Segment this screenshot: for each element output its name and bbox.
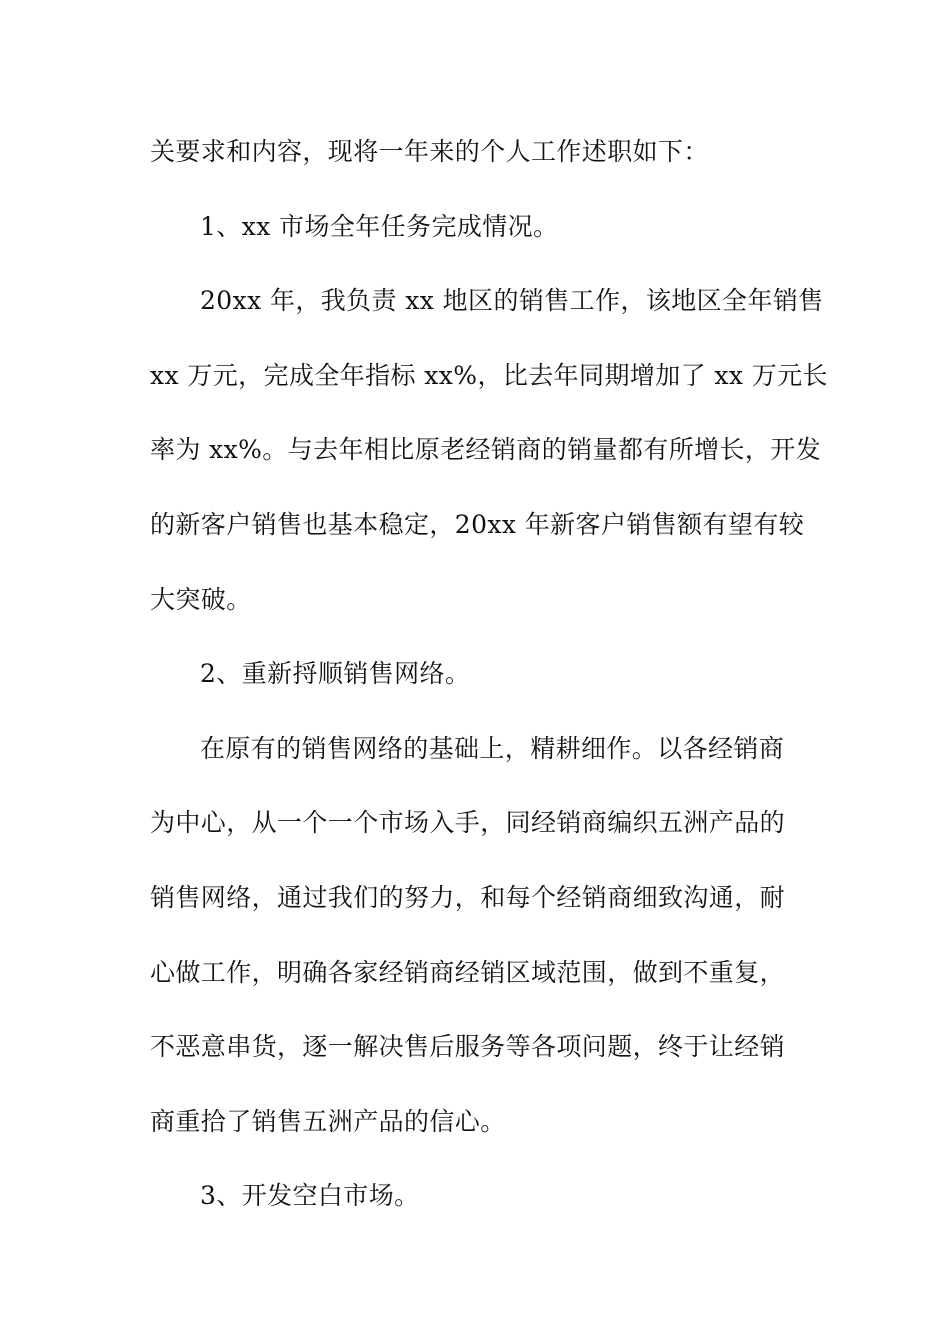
paragraph-line: 关要求和内容，现将一年来的个人工作述职如下： <box>150 137 709 166</box>
section-heading-3: 3、开发空白市场。 <box>200 1181 420 1211</box>
paragraph-line: 不恶意串货，逐一解决售后服务等各项问题，终于让经销 <box>150 1032 786 1062</box>
document-body <box>150 115 828 1234</box>
paragraph-line: 在原有的销售网络的基础上，精耕细作。以各经销商 <box>200 733 785 763</box>
paragraph-line: 大突破。 <box>150 584 252 614</box>
section-heading-2: 2、重新捋顺销售网络。 <box>200 659 471 689</box>
paragraph-line: 销售网络，通过我们的努力，和每个经销商细致沟通，耐 <box>150 882 786 912</box>
paragraph-line: 为中心，从一个一个市场入手，同经销商编织五洲产品的 <box>150 808 786 838</box>
paragraph-line: 的新客户销售也基本稳定，20xx 年新客户销售额有望有较 <box>150 509 805 539</box>
paragraph-line: 心做工作，明确各家经销商经销区域范围，做到不重复， <box>150 957 786 987</box>
paragraph-line: 率为 xx%。与去年相比原老经销商的销量都有所增长，开发 <box>150 435 822 465</box>
section-heading-1: 1、xx 市场全年任务完成情况。 <box>200 211 559 241</box>
paragraph-line: xx 万元，完成全年指标 xx%，比去年同期增加了 xx 万元长 <box>150 360 828 390</box>
paragraph-line: 商重拾了销售五洲产品的信心。 <box>150 1106 506 1136</box>
paragraph-line: 20xx 年，我负责 xx 地区的销售工作，该地区全年销售 <box>200 286 824 316</box>
